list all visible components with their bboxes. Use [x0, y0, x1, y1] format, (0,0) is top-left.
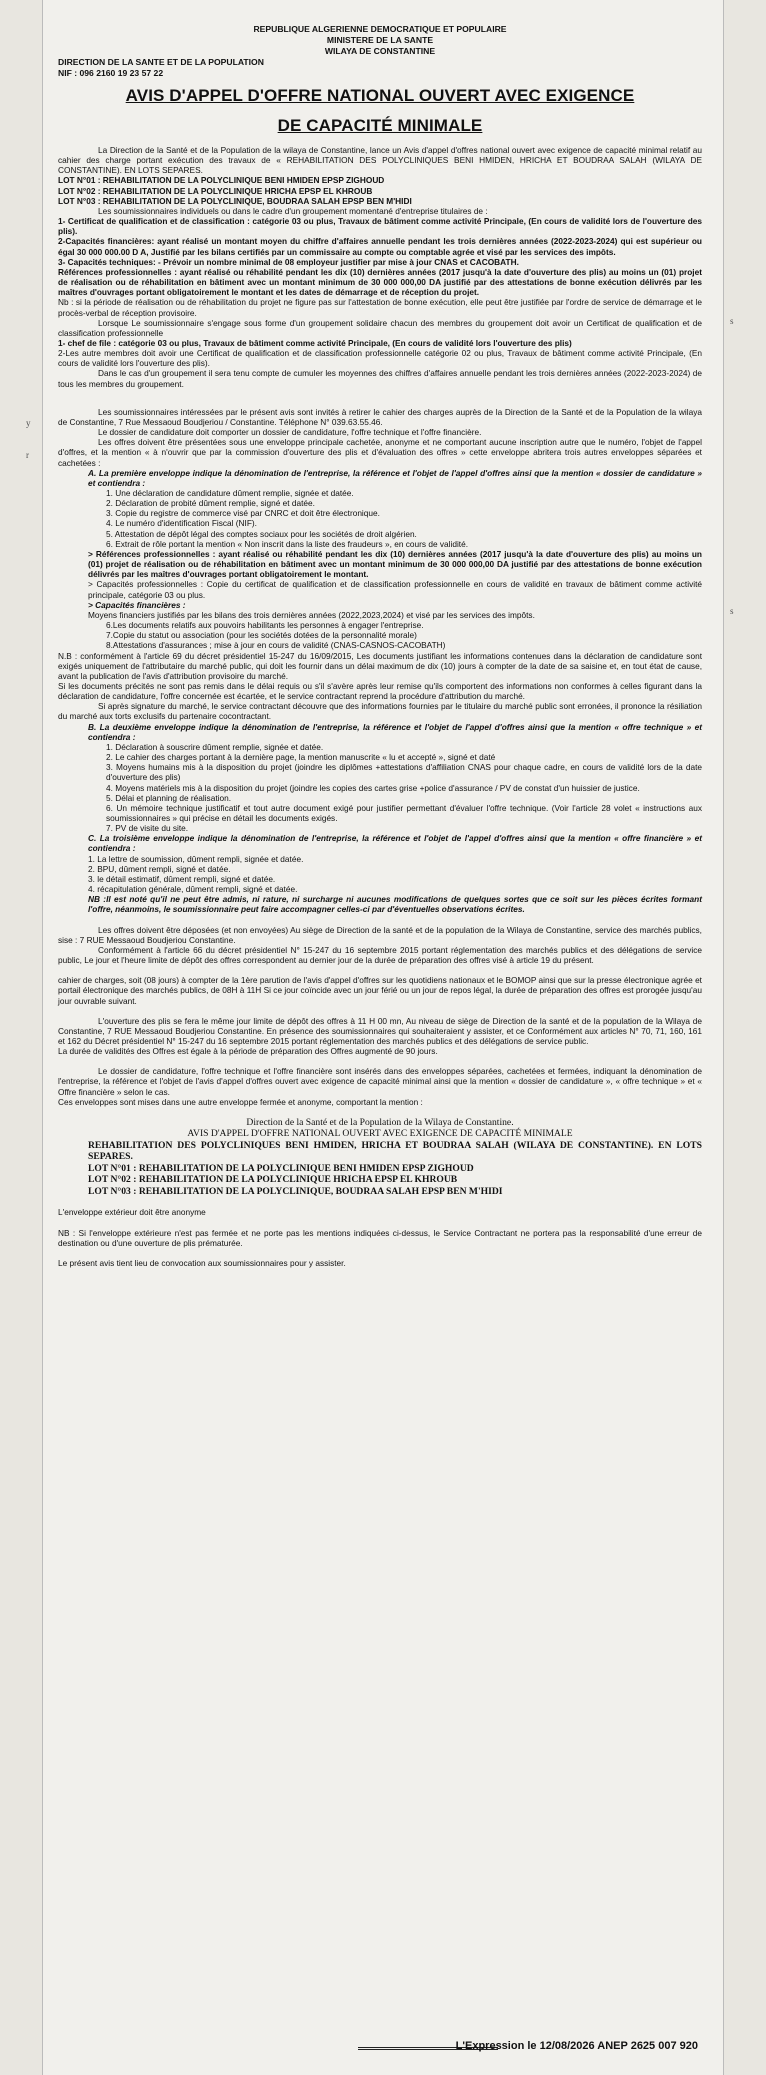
- requirement-technical: 3- Capacités techniques: - Prévoir un nombre minimal de 08 employeur justifier par mise à jour CNAS et CACOBATH.: [58, 256, 519, 267]
- deadline-paragraph: Conformément à l'article 66 du décret présidentiel N° 15-247 du 16 septembre 2015 portant réglementation des marchés publics et des délégations de service public, Le jour et l'heure limite de dépôt des offres correspondent au dernier jour de la durée de préparation des offres visé à article 19 du présent.: [58, 944, 702, 966]
- requirement-references: Références professionnelles : ayant réalisé ou réhabilité pendant les dix (10) dernières années (2017 jusqu'à la date d'ouverture des plis) au moins un (01) projet de réalisation ou de réhabilitation en bâtiment avec un montant minimum de 30 000 000,00 DA justifié par des attestations de bonne exécution délivrés par les maîtres d'ouvrages portant obligatoirement le montant et les dates de démarrage et de réception du projet.: [58, 266, 702, 298]
- group-turnover: Dans le cas d'un groupement il sera tenu compte de cumuler les moyennes des chiffres d'affaires annuelle pendant les trois dernières années (2022-2023-2024) de tous les membres du groupement.: [58, 368, 702, 389]
- envelope-a-rejection: Si les documents précités ne sont pas remis dans le délai requis ou s'il s'avère après leur remise qu'ils comportent des informations non conformes à celles figurant dans la déclaration de candidature, l'offre concernée est écartée, et le service contractant reprend la procédure d'attribution du marché.: [58, 680, 702, 702]
- header-nif: NIF : 096 2160 19 23 57 22: [58, 68, 164, 78]
- envelope-b-item: 7. PV de visite du site.: [106, 823, 189, 834]
- envelopes-paragraph: Le dossier de candidature, l'offre technique et l'offre financière sont insérés dans des enveloppes séparées, cachetées et fermées, indiquant la dénomination de l'entreprise, la référence et l'objet de l'avis d'appel d'offres ouvert avec exigence de capacité minimal ainsi que la mention « dossier de candidature », « offre technique » et « Offre financière » selon le cas.: [58, 1066, 702, 1097]
- envelope-c-item: 4. récapitulation générale, dûment rempli, signé et datée.: [88, 884, 298, 895]
- envelope-a-item: 6. Extrait de rôle portant la mention « Non inscrit dans la liste des fraudeurs », en cours de validité.: [106, 538, 469, 549]
- lot-1: LOT N°01 : REHABILITATION DE LA POLYCLINIQUE BENI HMIDEN EPSP ZIGHOUD: [58, 175, 385, 186]
- right-column-edge: [723, 0, 766, 2075]
- envelope-label-subject: REHABILITATION DES POLYCLINIQUES BENI HMIDEN, HRICHA ET BOUDRAA SALAH (WILAYA DE CONSTANTINE). EN LOTS SEPARES.: [88, 1139, 702, 1163]
- schedule-paragraph: cahier de charges, soit (08 jours) à compter de la 1ère parution de l'avis d'appel d'offres sur les quotidiens nationaux et le BOMOP ainsi que sur la presse électronique agrée et portail électronique des marchés publics, de 08H à 11H Si ce jour coïncide avec un jour férié ou un jour de repos légal, la durée de préparation des offres est prorogée jusqu'au jour ouvrable suivant.: [58, 975, 702, 1006]
- envelope-b-item: 6. Un mémoire technique justificatif et tout autre document exigé pour justifier permettant d'évaluer l'offre technique. (Voir l'article 28 volet « instructions aux soumissionnaires » qui précise en détail les documents exigés.: [106, 802, 702, 823]
- envelope-a-item: 1. Une déclaration de candidature dûment remplie, signée et datée.: [106, 488, 354, 498]
- header-ministry: MINISTERE DE LA SANTE: [326, 35, 434, 45]
- envelope-label-title: AVIS D'APPEL D'OFFRE NATIONAL OUVERT AVEC EXIGENCE DE CAPACITÉ MINIMALE: [187, 1128, 573, 1140]
- envelope-a-item: 6.Les documents relatifs aux pouvoirs habilitants les personnes à engager l'entreprise.: [106, 620, 424, 631]
- header-republic: REPUBLIQUE ALGERIENNE DEMOCRATIQUE ET POPULAIRE: [253, 24, 507, 34]
- group-paragraph: Lorsque Le soumissionnaire s'engage sous forme d'un groupement solidaire chacun des membres du groupement doit avoir un Certificat de qualification et de classification professionnelle: [58, 317, 702, 338]
- notice-title: [58, 81, 702, 141]
- envelope-a-heading: A. La première enveloppe indique la dénomination de l'entreprise, la référence et l'objet de l'appel d'offres ainsi que la mention « dossier de candidature » et contiendra :: [88, 467, 702, 488]
- notice-title-line2: DE CAPACITÉ MINIMALE: [277, 116, 483, 135]
- envelope-b-item: 4. Moyens matériels mis à la disposition du projet (joindre les copies des cartes grise +police d'assurance / PV de constat d'un huissier de justice.: [106, 782, 640, 793]
- header-wilaya: WILAYA DE CONSTANTINE: [324, 46, 436, 56]
- envelope-c-item: 1. La lettre de soumission, dûment rempli, signée et datée.: [88, 853, 304, 864]
- envelope-label-lot: LOT N°01 : REHABILITATION DE LA POLYCLINIQUE BENI HMIDEN EPSP ZIGHOUD: [88, 1162, 474, 1174]
- convocation-note: Le présent avis tient lieu de convocation aux soumissionnaires pour y assister.: [58, 1257, 346, 1268]
- envelope-c-item: 3. le détail estimatif, dûment rempli, signé et datée.: [88, 873, 276, 884]
- envelope-a-termination: Si après signature du marché, le service contractant découvre que des informations fournies par le titulaire du marché public sont erronées, il prononce la résiliation du marché aux torts exclusifs du partenaire cocontractant.: [58, 701, 702, 722]
- file-contents: Le dossier de candidature doit comporter un dossier de candidature, l'offre technique et l'offre financière.: [98, 427, 482, 438]
- envelope-label-lot: LOT N°03 : REHABILITATION DE LA POLYCLINIQUE, BOUDRAA SALAH EPSP BEN M'HIDI: [88, 1185, 503, 1197]
- envelope-a-item: 8.Attestations d'assurances ; mise à jour en cours de validité (CNAS-CASNOS-CACOBATH): [106, 640, 446, 651]
- intro-paragraph: La Direction de la Santé et de la Population de la wilaya de Constantine, lance un Avis d'appel d'offres national ouvert avec exigence de capacité minimal relatif au cahier des charge portant exécution des travaux de « REHABILITATION DES POLYCLINIQUES BENI HMIDEN, HRICHA ET BOUDRAA SALAH (WILAYA DE CONSTANTINE). EN LOTS SEPARES.: [58, 145, 702, 176]
- envelope-a-references: > Références professionnelles : ayant réalisé ou réhabilité pendant les dix (10) dernières années (2017 jusqu'à la date d'ouverture des plis) au moins un (01) projet de réalisation ou de réhabilitation en bâtiment avec un montant minimum de 30 000 000,00 DA justifié par des attestations de bonne exécution délivrés par les maîtres d'ouvrages portant obligatoirement le montant.: [88, 548, 702, 580]
- notice-title-line1: AVIS D'APPEL D'OFFRE NATIONAL OUVERT AVEC EXIGENCE: [125, 86, 635, 105]
- anonymous-note: L'enveloppe extérieur doit être anonyme: [58, 1207, 206, 1218]
- envelope-a-item: 3. Copie du registre de commerce visé par CNRC et doit être électronique.: [106, 508, 380, 519]
- opening-paragraph: L'ouverture des plis se fera le même jour limite de dépôt des offres à 11 H 00 mn, Au niveau de siège de Direction de la santé et de la population de la Wilaya de Constantine, 7 RUE Messaoud Boudjeriou Constantine. En présence des soumissionnaires qui souhaiteraient y assister, et ce Conformément aux articles N° 70, 71, 160, 161 et 162 du Décret présidentiel N° 15-247 du 16 septembre 2015 portant réglementation des marchés publics et des délégations de service public.: [58, 1015, 702, 1046]
- envelope-label-lot: LOT N°02 : REHABILITATION DE LA POLYCLINIQUE HRICHA EPSP EL KHROUB: [88, 1174, 458, 1186]
- requirement-financial: 2-Capacités financières: ayant réalisé un montant moyen du chiffre d'affaires annuelle pendant les trois dernières années (2022-2023-2024) qui est supérieur ou égal 30 000 000.00 D A, Justifié par les bilans certifiés par un commissaire au compte ou comptable agrée et visé par les services des impôts.: [58, 236, 702, 257]
- footer-credit: L'Expression le 12/08/2026 ANEP 2625 007 920: [455, 2040, 698, 2052]
- lot-3: LOT N°03 : REHABILITATION DE LA POLYCLINIQUE, BOUDRAA SALAH EPSP BEN M'HIDI: [58, 195, 412, 206]
- group-members: 2-Les autre membres doit avoir une Certificat de qualification et de classification professionnelle catégorie 02 ou plus, Travaux de bâtiment comme activité Principale, (En cours de validité lors l'ouverture des plis).: [58, 348, 702, 369]
- envelope-a-item: 4. Le numéro d'identification Fiscal (NIF).: [106, 518, 257, 529]
- closing-nb: NB : Si l'enveloppe extérieure n'est pas fermée et ne porte pas les mentions indiquées ci-dessus, le Service Contractant ne portera pas la responsabilité d'une erreur de destination ou d'une ouverture de plis prématurée.: [58, 1227, 702, 1248]
- envelope-b-heading: B. La deuxième enveloppe indique la dénomination de l'entreprise, la référence et l'objet de l'appel d'offres ainsi que la mention « offre technique » et contiendra :: [88, 721, 702, 742]
- group-leader: 1- chef de file : catégorie 03 ou plus, Travaux de bâtiment comme activité Principale, (En cours de validité lors l'ouverture des plis): [58, 337, 572, 348]
- envelope-b-item: 1. Déclaration à souscrire dûment remplie, signée et datée.: [106, 741, 324, 752]
- validity-paragraph: La durée de validités des Offres est égale à la période de préparation des Offres augmenté de 90 jours.: [58, 1046, 438, 1057]
- requirement-certificate: 1- Certificat de qualification et de classification : catégorie 03 ou plus, Travaux de bâtiment comme activité Principale, (En cours de validité lors de l'ouverture des plis).: [58, 216, 702, 237]
- envelope-b-item: 5. Délai et planning de réalisation.: [106, 792, 231, 803]
- left-column-edge: [0, 0, 43, 2075]
- margin-fragment: s: [730, 316, 734, 326]
- envelope-c-item: 2. BPU, dûment rempli, signé et datée.: [88, 863, 231, 874]
- outer-envelope-paragraph: Ces enveloppes sont mises dans une autre enveloppe fermée et anonyme, comportant la mention :: [58, 1096, 423, 1107]
- margin-fragment: s: [730, 606, 734, 616]
- envelope-c-heading: C. La troisième enveloppe indique la dénomination de l'entreprise, la référence et l'objet de l'appel d'offres ainsi que la mention « offre financière » et contiendra :: [88, 833, 702, 854]
- withdraw-paragraph: Les soumissionnaires intéressées par le présent avis sont invités à retirer le cahier des charges auprès de la Direction de la Santé et de la Population de la wilaya de Constantine, 7 Rue Messaoud Boudjeriou / Constantine. Téléphone N° 039.63.55.46.: [58, 406, 702, 427]
- envelope-a-item: 2. Déclaration de probité dûment remplie, signé et datée.: [106, 498, 315, 509]
- envelope-b-item: 2. Le cahier des charges portant à la dernière page, la mention manuscrite « lu et accepté », signé et daté: [106, 752, 496, 763]
- deposit-paragraph: Les offres doivent être déposées (et non envoyées) Au siège de Direction de la santé et de la population de la Wilaya de Constantine, service des marchés publics, sise : 7 RUE Messaoud Boudjeriou Constantine.: [58, 924, 702, 945]
- envelope-b-item: 3. Moyens humains mis à la disposition du projet (joindre les diplômes +attestations d'affiliation CNAS pour chaque cadre, en cours de validité lors de la date d'ouverture des plis): [106, 762, 702, 783]
- envelope-c-note: NB :Il est noté qu'il ne peut être admis, ni rature, ni surcharge ni aucunes modifications de quelques sortes que ce soit sur les pièces écrites formant l'offre, néanmoins, le soumissionnaire peut faire accompagner celles-ci par d'éventuelles observations écrites.: [88, 894, 702, 915]
- envelope-a-item: 5. Attestation de dépôt légal des comptes sociaux pour les sociétés de droit algérien.: [106, 528, 417, 539]
- envelope-a-note: N.B : conformément à l'article 69 du décret présidentiel 15-247 du 16/09/2015, Les documents justifiant les informations contenues dans la déclaration de candidature sont exigés uniquement de l'attributaire du marché public, qui doit les fournir dans un délai maximum de dix (10) jours à compter de la date de sa saisine et, en tout état de cause, avant la publication de l'avis d'attribution provisoire du marché.: [58, 650, 702, 681]
- envelope-label-direction: Direction de la Santé et de la Population de la Wilaya de Constantine.: [246, 1116, 514, 1128]
- eligibility-intro: Les soumissionnaires individuels ou dans le cadre d'un groupement momentané d'entreprise titulaires de :: [98, 205, 488, 216]
- envelope-instructions: Les offres doivent être présentées sous une enveloppe principale cachetée, anonyme et ne comportant aucune inscription autre que le numéro, l'objet de l'appel d'offres, et la mention « à n'ouvrir que par la commission d'ouverture des plis et d'évaluation des offres » cette enveloppe abritera trois autres enveloppes séparées et cachetées :: [58, 437, 702, 468]
- envelope-a-item: 7.Copie du statut ou association (pour les sociétés dotées de la personnalité morale): [106, 630, 417, 641]
- margin-fragment: r: [26, 450, 29, 460]
- envelope-label: [58, 1117, 702, 1198]
- publication-footer: [58, 2040, 758, 2056]
- envelope-a-capacities: > Capacités professionnelles : Copie du certificat de qualification et de classification professionnelle en cours de validité en travaux de bâtiment comme activité principale, catégorie 03 ou plus.: [88, 579, 702, 600]
- envelope-a-financial-heading: > Capacités financières :: [88, 599, 186, 610]
- envelope-a-financial: Moyens financiers justifiés par les bilans des trois dernières années (2022,2023,2024) et visé par les services des impôts.: [88, 609, 535, 620]
- notice-column: [58, 24, 702, 1268]
- references-note: Nb : si la période de réalisation ou de réhabilitation du projet ne figure pas sur l'attestation de bonne exécution, elle peut être justifiée par l'ordre de service de démarrage et le procès-verbal de réception provisoire.: [58, 297, 702, 318]
- header-direction: DIRECTION DE LA SANTE ET DE LA POPULATION: [58, 57, 264, 67]
- lot-2: LOT N°02 : REHABILITATION DE LA POLYCLINIQUE HRICHA EPSP EL KHROUB: [58, 185, 373, 196]
- margin-fragment: y: [26, 418, 31, 428]
